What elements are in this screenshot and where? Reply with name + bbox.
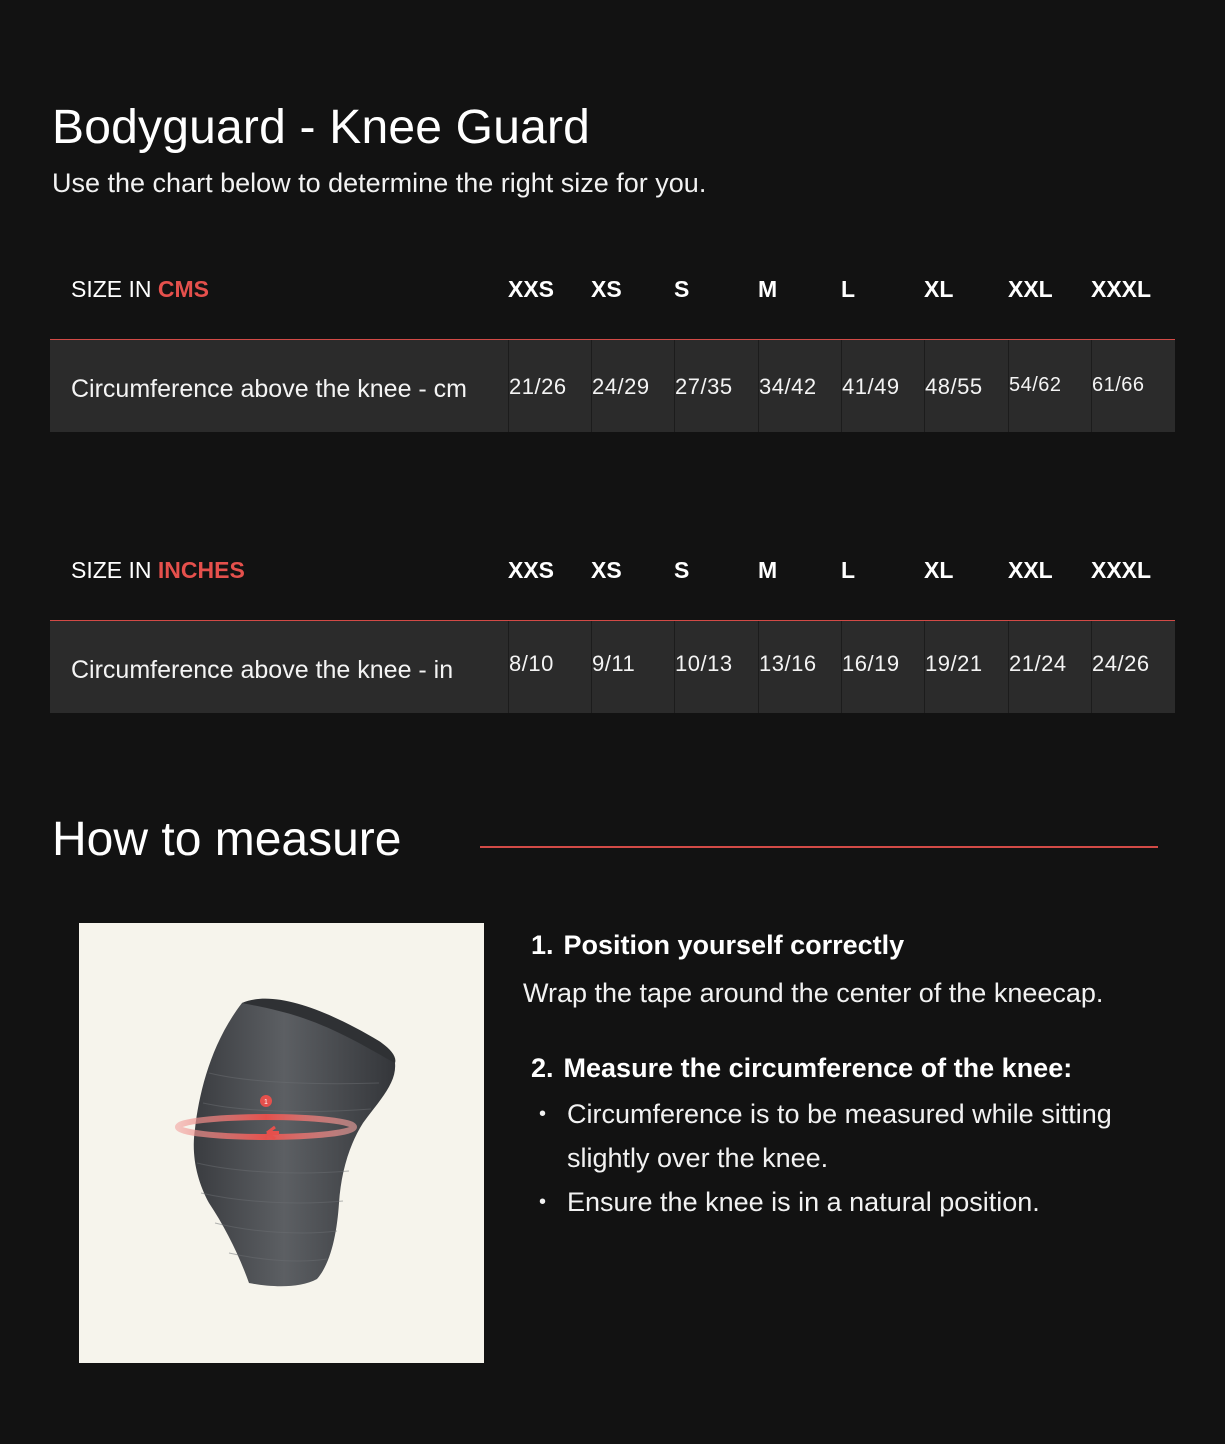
value-cell xyxy=(1091,621,1174,713)
page-subtitle: Use the chart below to determine the right size for you. xyxy=(52,168,707,198)
unit-label-accent: CMS xyxy=(157,276,210,302)
size-col-l: L xyxy=(841,557,856,583)
size-col-xxl: XXL xyxy=(1008,276,1053,302)
step-1 xyxy=(523,930,1163,1015)
value-s: 27/35 xyxy=(675,374,733,399)
table-row xyxy=(50,340,1175,432)
table-header xyxy=(50,260,1175,340)
value-xxs: 8/10 xyxy=(509,651,554,676)
value-cell xyxy=(841,621,924,713)
value-xl: 48/55 xyxy=(925,374,983,399)
list-item: • Circumference is to be measured while sitting slightly over the knee. xyxy=(537,1092,1163,1180)
size-col-xl: XL xyxy=(924,557,954,583)
value-xs: 9/11 xyxy=(592,651,636,676)
table-header xyxy=(50,541,1175,621)
size-col-xxl: XXL xyxy=(1008,557,1053,583)
size-col-xs: XS xyxy=(591,276,622,302)
size-col-s: S xyxy=(674,557,690,583)
value-cell xyxy=(758,340,841,432)
section-divider xyxy=(480,846,1158,848)
step-2-title xyxy=(531,1053,1163,1084)
value-xxs: 21/26 xyxy=(509,374,567,399)
size-col-xxxl: XXXL xyxy=(1091,557,1152,583)
step-2-heading: Measure the circumference of the knee: xyxy=(563,1053,1073,1083)
value-l: 16/19 xyxy=(842,651,900,676)
size-col-xl: XL xyxy=(924,276,954,302)
value-xxl: 21/24 xyxy=(1009,651,1067,676)
unit-label xyxy=(71,276,209,303)
knee-guard-image xyxy=(79,923,484,1363)
value-cell xyxy=(674,621,757,713)
unit-label xyxy=(71,557,245,584)
size-col-m: M xyxy=(758,557,778,583)
row-label: Circumference above the knee - cm xyxy=(71,375,468,403)
size-col-s: S xyxy=(674,276,690,302)
step-1-text: Wrap the tape around the center of the kneecap. xyxy=(523,978,1104,1008)
value-cell xyxy=(758,621,841,713)
value-cell xyxy=(674,340,757,432)
value-cell xyxy=(508,340,591,432)
size-table-inches xyxy=(50,541,1175,713)
kneecap-marker-label: 1 xyxy=(264,1099,268,1106)
measure-title: How to measure xyxy=(52,813,402,866)
knee-guard-illustration xyxy=(79,923,484,1363)
step-2-number: 2. xyxy=(531,1053,554,1083)
value-cell xyxy=(591,621,674,713)
unit-label-prefix: SIZE IN xyxy=(71,557,158,583)
size-table-cm xyxy=(50,260,1175,432)
size-col-xxxl: XXXL xyxy=(1091,276,1152,302)
unit-label-accent: INCHES xyxy=(157,557,245,583)
page-title: Bodyguard - Knee Guard xyxy=(52,101,591,154)
step-2-bullets xyxy=(537,1092,1163,1224)
size-col-xxs: XXS xyxy=(508,557,555,583)
step-2 xyxy=(523,1053,1163,1224)
value-xl: 19/21 xyxy=(925,651,983,676)
value-cell xyxy=(508,621,591,713)
value-cell xyxy=(1008,340,1091,432)
value-cell xyxy=(1091,340,1174,432)
table-row xyxy=(50,621,1175,713)
value-m: 13/16 xyxy=(759,651,817,676)
value-xxl: 54/62 xyxy=(1009,374,1062,396)
value-cell xyxy=(924,340,1007,432)
value-m: 34/42 xyxy=(759,374,817,399)
size-col-m: M xyxy=(758,276,778,302)
step-1-heading: Position yourself correctly xyxy=(563,930,905,960)
value-xxxl: 61/66 xyxy=(1092,374,1145,396)
value-xs: 24/29 xyxy=(592,374,650,399)
value-cell xyxy=(1008,621,1091,713)
list-item: • Ensure the knee is in a natural position. xyxy=(537,1180,1163,1224)
measure-steps xyxy=(523,930,1163,1224)
value-cell xyxy=(924,621,1007,713)
value-xxxl: 24/26 xyxy=(1092,651,1150,676)
value-l: 41/49 xyxy=(842,374,900,399)
size-col-xxs: XXS xyxy=(508,276,555,302)
unit-label-prefix: SIZE IN xyxy=(71,276,158,302)
value-s: 10/13 xyxy=(675,651,733,676)
step-1-title xyxy=(531,930,1163,961)
size-col-l: L xyxy=(841,276,856,302)
size-col-xs: XS xyxy=(591,557,622,583)
row-label: Circumference above the knee - in xyxy=(71,656,454,684)
step-1-number: 1. xyxy=(531,930,554,960)
value-cell xyxy=(591,340,674,432)
value-cell xyxy=(841,340,924,432)
